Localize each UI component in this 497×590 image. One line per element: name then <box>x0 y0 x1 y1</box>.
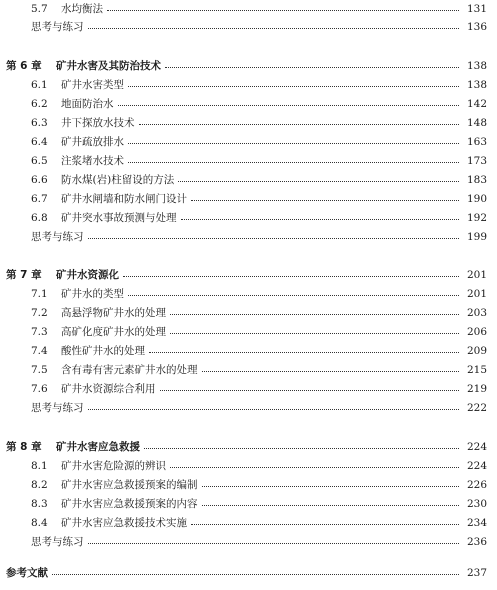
section-title: 井下探放水技术 <box>61 117 135 129</box>
section-title: 矿井水害应急救援技术实施 <box>61 517 187 529</box>
leader-dots <box>191 190 459 208</box>
page-number: 201 <box>466 269 487 281</box>
toc-row-exercise-ch5[interactable] <box>0 18 497 36</box>
leader-dots <box>107 0 459 18</box>
section-title: 含有毒有害元素矿井水的处理 <box>61 364 198 376</box>
page-number: 209 <box>466 345 487 357</box>
section-title: 矿井水害应急救援预案的编制 <box>61 479 198 491</box>
toc-row-6-8[interactable] <box>0 209 497 227</box>
toc-row-6-5[interactable] <box>0 152 497 170</box>
section-title: 矿井水害危险源的辨识 <box>61 460 166 472</box>
leader-dots <box>149 342 459 360</box>
section-title: 矿井水害应急救援预案的内容 <box>61 498 198 510</box>
leader-dots <box>144 438 459 456</box>
section-number: 7.3 <box>31 326 48 338</box>
toc-row-6-3[interactable] <box>0 114 497 132</box>
page-number: 190 <box>466 193 487 205</box>
page-number: 224 <box>466 460 487 472</box>
section-title: 注浆堵水技术 <box>61 155 124 167</box>
page-number: 142 <box>466 98 487 110</box>
chapter-label: 第 8 章 <box>6 441 42 453</box>
section-number: 8.3 <box>31 498 48 510</box>
leader-dots <box>202 361 460 379</box>
leader-dots <box>88 399 460 417</box>
section-title: 水均衡法 <box>61 3 103 15</box>
toc-row-exercise-ch8[interactable] <box>0 533 497 551</box>
page-number: 173 <box>466 155 487 167</box>
toc-row-exercise-ch6[interactable] <box>0 228 497 246</box>
toc-row-7-2[interactable] <box>0 304 497 322</box>
section-number: 6.4 <box>31 136 48 148</box>
section-title: 矿井突水事故预测与处理 <box>61 212 177 224</box>
toc-row-7-4[interactable] <box>0 342 497 360</box>
section-number: 6.7 <box>31 193 48 205</box>
page-number: 138 <box>466 79 487 91</box>
toc-row-8-4[interactable] <box>0 514 497 532</box>
section-number: 6.8 <box>31 212 48 224</box>
section-title: 矿井水资源综合利用 <box>61 383 156 395</box>
section-number: 8.2 <box>31 479 48 491</box>
toc-row-5-7[interactable] <box>0 0 497 18</box>
exercise-title: 思考与练习 <box>31 402 84 414</box>
section-number: 8.4 <box>31 517 48 529</box>
chapter-label: 第 6 章 <box>6 60 42 72</box>
page-number: 138 <box>466 60 487 72</box>
chapter-title: 矿井水害及其防治技术 <box>56 60 161 72</box>
leader-dots <box>128 285 459 303</box>
page-number: 203 <box>466 307 487 319</box>
toc-row-7-5[interactable] <box>0 361 497 379</box>
section-number: 7.4 <box>31 345 48 357</box>
leader-dots <box>118 95 460 113</box>
page-number: 163 <box>466 136 487 148</box>
leader-dots <box>202 495 460 513</box>
leader-dots <box>191 514 459 532</box>
section-number: 7.2 <box>31 307 48 319</box>
toc-row-6-1[interactable] <box>0 76 497 94</box>
page-number: 206 <box>466 326 487 338</box>
page-number: 201 <box>466 288 487 300</box>
page-number: 136 <box>466 21 487 33</box>
section-number: 7.5 <box>31 364 48 376</box>
page-number: 226 <box>466 479 487 491</box>
leader-dots <box>123 266 459 284</box>
section-title: 地面防治水 <box>61 98 114 110</box>
toc-row-7-3[interactable] <box>0 323 497 341</box>
section-number: 6.3 <box>31 117 48 129</box>
section-number: 8.1 <box>31 460 48 472</box>
page-number: 183 <box>466 174 487 186</box>
section-title: 高矿化度矿井水的处理 <box>61 326 166 338</box>
toc-chapter-6[interactable] <box>0 57 497 75</box>
leader-dots <box>88 533 460 551</box>
page-number: 199 <box>466 231 487 243</box>
leader-dots <box>170 304 459 322</box>
leader-dots <box>52 564 459 582</box>
section-title: 矿井水闸墙和防水闸门设计 <box>61 193 187 205</box>
section-number: 6.1 <box>31 79 48 91</box>
page-number: 237 <box>466 567 487 579</box>
section-title: 防水煤(岩)柱留设的方法 <box>61 174 175 186</box>
toc-references[interactable] <box>0 564 497 582</box>
toc-row-6-4[interactable] <box>0 133 497 151</box>
section-number: 6.6 <box>31 174 48 186</box>
toc-chapter-7[interactable] <box>0 266 497 284</box>
leader-dots <box>165 57 459 75</box>
leader-dots <box>178 171 459 189</box>
references-title: 参考文献 <box>6 567 48 579</box>
toc-chapter-8[interactable] <box>0 438 497 456</box>
toc-row-8-1[interactable] <box>0 457 497 475</box>
toc-row-6-2[interactable] <box>0 95 497 113</box>
section-number: 5.7 <box>31 3 48 15</box>
page-number: 230 <box>466 498 487 510</box>
leader-dots <box>139 114 460 132</box>
page-number: 148 <box>466 117 487 129</box>
section-title: 矿井水的类型 <box>61 288 124 300</box>
toc-row-8-2[interactable] <box>0 476 497 494</box>
exercise-title: 思考与练习 <box>31 536 84 548</box>
chapter-title: 矿井水资源化 <box>56 269 119 281</box>
exercise-title: 思考与练习 <box>31 21 84 33</box>
section-number: 7.1 <box>31 288 48 300</box>
section-title: 高悬浮物矿井水的处理 <box>61 307 166 319</box>
section-title: 酸性矿井水的处理 <box>61 345 145 357</box>
leader-dots <box>128 152 459 170</box>
page-number: 192 <box>466 212 487 224</box>
page-number: 234 <box>466 517 487 529</box>
page-number: 222 <box>466 402 487 414</box>
page-number: 236 <box>466 536 487 548</box>
page-number: 224 <box>466 441 487 453</box>
toc-row-6-7[interactable] <box>0 190 497 208</box>
toc-row-7-1[interactable] <box>0 285 497 303</box>
toc-row-6-6[interactable] <box>0 171 497 189</box>
leader-dots <box>170 323 459 341</box>
chapter-title: 矿井水害应急救援 <box>56 441 140 453</box>
leader-dots <box>181 209 460 227</box>
leader-dots <box>202 476 460 494</box>
leader-dots <box>88 18 460 36</box>
leader-dots <box>88 228 460 246</box>
toc-row-8-3[interactable] <box>0 495 497 513</box>
page-number: 219 <box>466 383 487 395</box>
toc-row-exercise-ch7[interactable] <box>0 399 497 417</box>
chapter-label: 第 7 章 <box>6 269 42 281</box>
page-number: 215 <box>466 364 487 376</box>
section-title: 矿井疏放排水 <box>61 136 124 148</box>
exercise-title: 思考与练习 <box>31 231 84 243</box>
leader-dots <box>170 457 459 475</box>
section-number: 6.2 <box>31 98 48 110</box>
section-number: 6.5 <box>31 155 48 167</box>
leader-dots <box>128 76 459 94</box>
section-title: 矿井水害类型 <box>61 79 124 91</box>
toc-row-7-6[interactable] <box>0 380 497 398</box>
leader-dots <box>128 133 459 151</box>
section-number: 7.6 <box>31 383 48 395</box>
page-number: 131 <box>466 3 487 15</box>
leader-dots <box>160 380 460 398</box>
